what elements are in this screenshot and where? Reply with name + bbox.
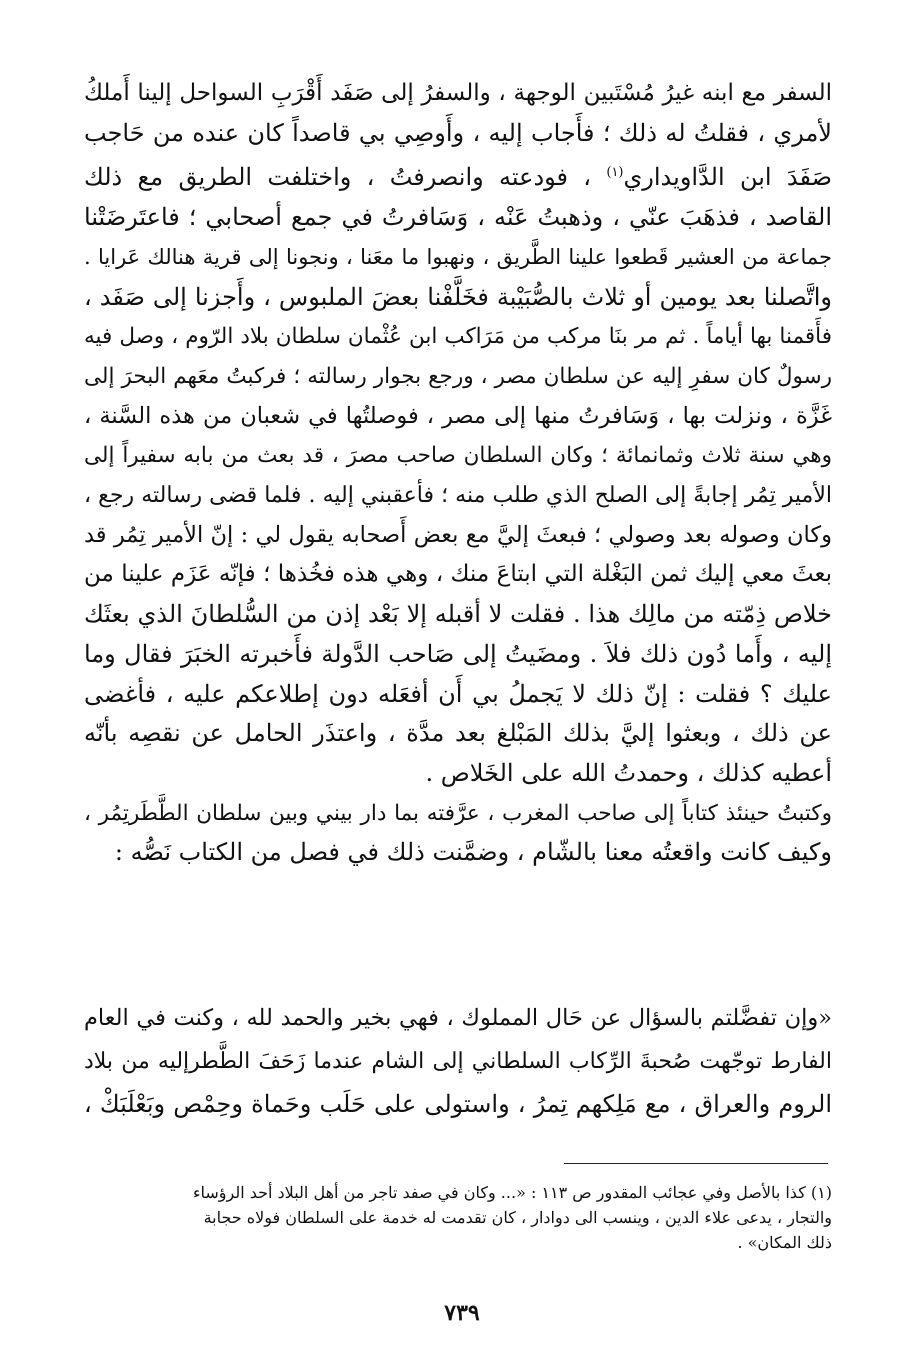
text-line-12: وكان وصوله بعد وصولي ؛ فبعثَ إليَّ مع بعض أَصحابه يقول لي : إنّ الأمير تِمُر قد	[84, 521, 832, 548]
text-line-11: الأمير تِمُر إجابةً إلى الصلح الذي طلب منه ؛ فأعقبني إليه . فلما قضى رسالته رجع ،	[84, 483, 832, 509]
text-line-14: خلاص ذِمّته من مالِك هذا . فقلت لا أقبله إلا بَعْد إذن من السُّلطانَ الذي بعثَك	[84, 600, 832, 629]
footnote	[84, 1180, 832, 1255]
quoted-letter	[84, 997, 832, 1126]
text-line-16: عليك ؟ فقلت : إنّ ذلك لا يَجملُ بي أَن أفعَله دون إطلاعكم عليه ، فأغضى	[84, 679, 832, 708]
quote-line-2: الفارط توجّهت صُحبةَ الرِّكاب السلطاني إلى الشام عندما زَحَفَ الطَّطرإليه من بلاد	[84, 1049, 832, 1074]
footnote-line-3: ذلك المكان» .	[737, 1233, 832, 1252]
text-line-3-start: صَفَدَ ابن الدَّاويداري	[623, 163, 832, 192]
footnote-line-2: والتجار ، يدعى علاء الدين ، وينسب الى دوادار ، كان تقدمت له خدمة على السلطان فولاه حجابة	[203, 1208, 832, 1227]
text-line-10: وهي سنة ثلاث وثمانمائة ؛ وكان السلطان صاحب مصرَ ، قد بعث من بابه سفيراً إلى	[84, 443, 832, 469]
text-line-9: غَزَّة ، ونزلت بها ، وَسَافرتُ منها إلى مصر ، فوصلتُها في شعبان من هذه السَّنة ،	[84, 402, 832, 429]
footnote-separator	[564, 1163, 828, 1164]
text-line-1: السفر مع ابنه غيرُ مُسْتَبين الوجهة ، والسفرُ إلى صَفَد أَقْرَبِ السواحل إلينا أَملكُ	[84, 80, 832, 106]
footnote-line-1: (١) كذا بالأصل وفي عجائب المقدور ص ١١٣ : «... وكان في صفد تاجر من أهل البلاد أحد الرؤساء	[192, 1183, 832, 1202]
text-line-2: لأمري ، فقلتُ له ذلك ؛ فأَجاب إليه ، وأَوصِي بي قاصداً كان عنده من حَاجب	[84, 118, 832, 147]
text-line-20: وكيف كانت واقعتُه معنا بالشّام ، وضمَّنت ذلك في فصل من الكتاب نَصُّه :	[114, 838, 832, 867]
text-line-13: بعثَ معي إليك ثمن البَغْلة التي ابتاعَ منك ، وهي هذه فخُذها ؛ فإنّه عَزَم علينا من	[84, 561, 832, 588]
quote-line-3: الروم والعراق ، مع مَلِكهم تِمرُ ، واستولى على حَلَب وحَماة وحِمْص وبَعْلَبَكْ ،	[84, 1090, 833, 1118]
text-line-18: أعطيه كذلك ، وحمدتُ الله على الخَلاص .	[425, 758, 832, 787]
text-line-7: فأَقمنا بها أياماً . ثم مر بنَا مركب من مَرَاكب ابن عُثْمان سلطان بلاد الرّوم ، وصل فيه	[84, 324, 832, 350]
text-line-17: عن ذلك ، وبعثوا إليَّ بذلك المَبْلغ بعد مدَّة ، واعتذَر الحامل عن نقصِه بأنّه	[84, 719, 832, 748]
text-line-3	[84, 153, 832, 198]
quote-line-1: «وإن تفضَّلتم بالسؤال عن حَال المملوك ، فهي بخير والحمد لله ، وكنت في العام	[84, 1005, 832, 1031]
text-line-19: وكتبتُ حينئذ كتاباً إلى صاحب المغرب ، عرَّفته بما دار بيني وبين سلطان الطَّطَرتِمُر ،	[84, 800, 832, 826]
text-line-8: رسولٌ كان سفرِ إليه عن سلطان مصر ، ورجع بجوار رسالته ؛ فركبتُ معَهم البحرَ إلى	[84, 363, 832, 389]
text-line-4: القاصد ، فذهَبَ عنّي ، وذهبتُ عَنْه ، وَسَافرتُ في جمع أصحابي ؛ فاعتَرضَتْنا	[84, 203, 832, 232]
footnote-reference: (١)	[606, 165, 624, 181]
page-number: ٧٣٩	[444, 1300, 480, 1326]
text-line-6: واتَّصلنا بعد يومين أو ثلاث بالصُّبَيْبة فخَلَّفْنا بعضَ الملبوس ، وأَجزنا إلى صَفَد ،	[84, 282, 832, 311]
text-line-15: إليه ، وأَما دُون ذلك فلاَ . ومضَيتُ إلى صَاحب الدَّولة فأَخبرته الخبَرَ فقال وما	[84, 639, 832, 668]
text-line-5: جماعة من العشير قَطعوا علينا الطَّريق ، ونهبوا ما معَنا ، ونجونا إلى قرية هنالك عَرايا .	[84, 244, 832, 269]
text-line-3-end: ، فودعته وانصرفتُ ، واختلفت الطريق مع ذلك	[84, 163, 607, 192]
main-text	[84, 74, 832, 873]
